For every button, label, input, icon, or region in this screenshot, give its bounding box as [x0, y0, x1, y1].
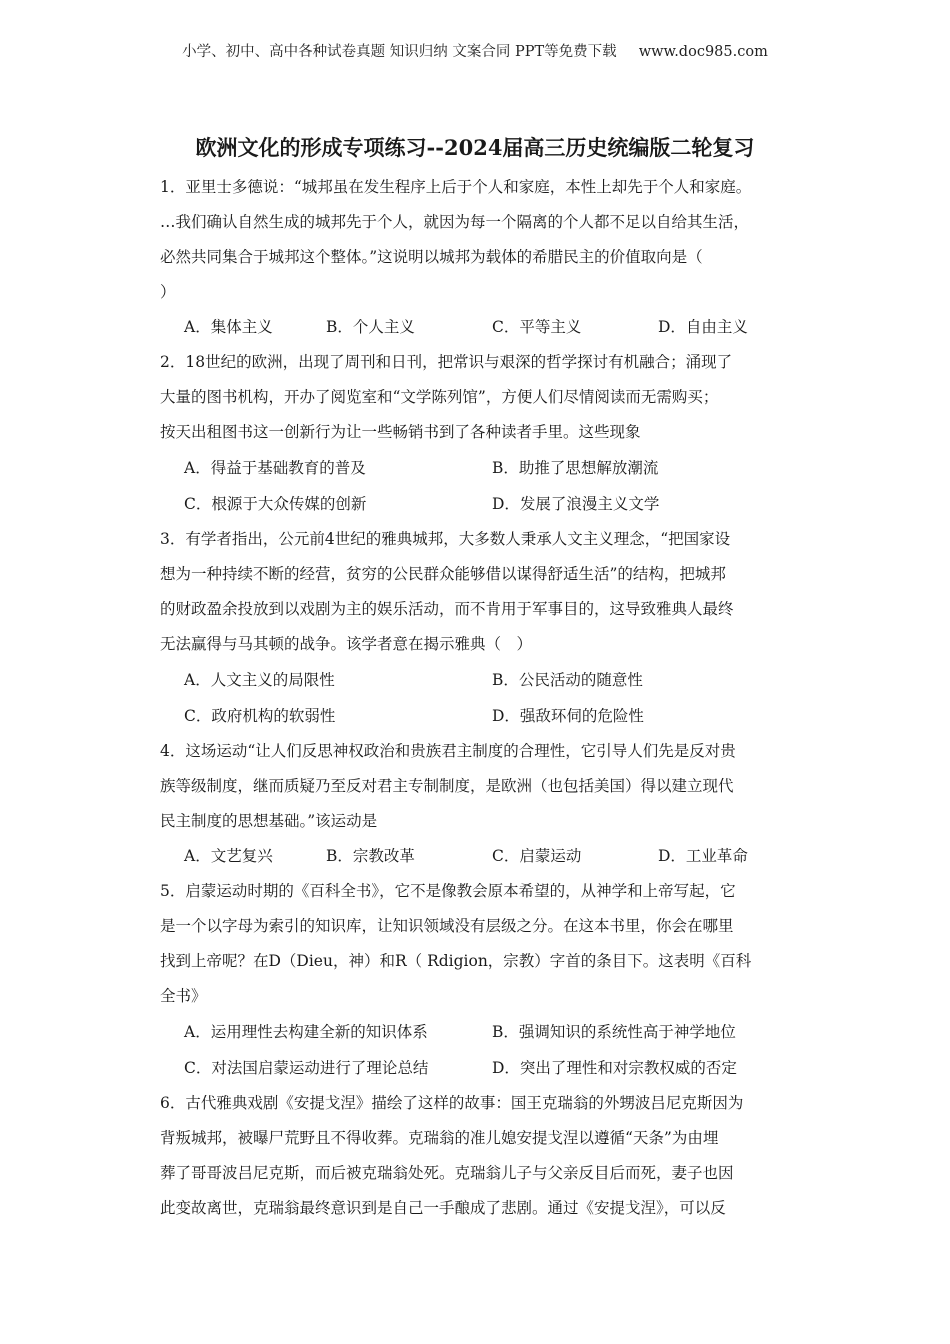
option-row	[160, 310, 790, 345]
question-4	[160, 734, 790, 874]
option-b: B．强调知识的系统性高于神学地位	[492, 1023, 736, 1041]
question-line: 1．亚里士多德说：“城邦虽在发生程序上后于个人和家庭，本性上却先于个人和家庭。	[160, 178, 752, 196]
page-title: 欧洲文化的形成专项练习--2024届高三历史统编版二轮复习	[195, 135, 755, 160]
option-c: C．平等主义	[492, 318, 582, 336]
question-line: 按天出租图书这一创新行为让一些畅销书到了各种读者手里。这些现象	[160, 423, 641, 441]
option-row	[160, 839, 790, 874]
option-b: B．宗教改革	[326, 847, 415, 865]
question-line: 找到上帝呢？在D（Dieu，神）和R（ Rdigion，宗教）字首的条目下。这表明《百科	[160, 952, 752, 970]
option-row	[160, 662, 790, 698]
option-row	[160, 486, 790, 522]
option-a: A．运用理性去构建全新的知识体系	[184, 1023, 428, 1041]
option-d: D．强敌环伺的危险性	[492, 707, 644, 725]
question-line: 葬了哥哥波吕尼克斯，而后被克瑞翁处死。克瑞翁儿子与父亲反目后而死，妻子也因	[160, 1164, 734, 1182]
option-c: C．根源于大众传媒的创新	[184, 495, 367, 513]
option-d: D．突出了理性和对宗教权威的否定	[492, 1059, 737, 1077]
option-b: B．助推了思想解放潮流	[492, 459, 659, 477]
option-c: C．政府机构的软弱性	[184, 707, 336, 725]
option-b: B．公民活动的随意性	[492, 671, 643, 689]
question-line: 想为一种持续不断的经营，贫穷的公民群众能够借以谋得舒适生活”的结构，把城邦	[160, 565, 726, 583]
option-a: A．人文主义的局限性	[184, 671, 335, 689]
option-c: C．对法国启蒙运动进行了理论总结	[184, 1059, 429, 1077]
question-line: 6．古代雅典戏剧《安提戈涅》描绘了这样的故事：国王克瑞翁的外甥波吕尼克斯因为	[160, 1094, 744, 1112]
question-3	[160, 522, 790, 734]
question-line: 全书》	[160, 987, 207, 1005]
question-line: 无法赢得与马其顿的战争。该学者意在揭示雅典（ ）	[160, 635, 533, 653]
option-row	[160, 450, 790, 486]
option-c: C．启蒙运动	[492, 847, 582, 865]
option-a: A．得益于基础教育的普及	[184, 459, 366, 477]
question-line: 2．18世纪的欧洲，出现了周刊和日刊，把常识与艰深的哲学探讨有机融合；涌现了	[160, 353, 733, 371]
option-row	[160, 698, 790, 734]
header-text: 小学、初中、高中各种试卷真题 知识归纳 文案合同 PPT等免费下载	[182, 44, 617, 60]
question-line: 的财政盈余投放到以戏剧为主的娱乐活动，而不肯用于军事目的，这导致雅典人最终	[160, 600, 734, 618]
question-line: 3．有学者指出，公元前4世纪的雅典城邦，大多数人秉承人文主义理念，“把国家设	[160, 530, 731, 548]
option-a: A．文艺复兴	[184, 847, 273, 865]
question-line: …我们确认自然生成的城邦先于个人，就因为每一个隔离的个人都不足以自给其生活，	[160, 213, 750, 231]
question-list	[160, 170, 790, 1226]
question-5	[160, 874, 790, 1086]
option-d: D．自由主义	[658, 318, 748, 336]
question-line: 是一个以字母为索引的知识库，让知识领域没有层级之分。在这本书里，你会在哪里	[160, 917, 734, 935]
option-b: B．个人主义	[326, 318, 415, 336]
option-a: A．集体主义	[184, 318, 273, 336]
question-line: ）	[160, 283, 176, 301]
question-6	[160, 1086, 790, 1226]
question-line: 必然共同集合于城邦这个整体。”这说明以城邦为载体的希腊民主的价值取向是（	[160, 248, 703, 266]
question-line: 背叛城邦，被曝尸荒野且不得收葬。克瑞翁的准儿媳安提戈涅以遵循“天条”为由埋	[160, 1129, 719, 1147]
question-1	[160, 170, 790, 345]
question-2	[160, 345, 790, 522]
option-row	[160, 1050, 790, 1086]
page-header	[0, 40, 950, 61]
header-site: www.doc985.com	[638, 44, 768, 60]
question-line: 族等级制度，继而质疑乃至反对君主专制制度，是欧洲（也包括美国）得以建立现代	[160, 777, 734, 795]
question-line: 此变故离世，克瑞翁最终意识到是自己一手酿成了悲剧。通过《安提戈涅》，可以反	[160, 1199, 726, 1217]
question-line: 5．启蒙运动时期的《百科全书》，它不是像教会原本希望的，从神学和上帝写起，它	[160, 882, 736, 900]
option-d: D．发展了浪漫主义文学	[492, 495, 660, 513]
question-line: 4．这场运动“让人们反思神权政治和贵族君主制度的合理性，它引导人们先是反对贵	[160, 742, 736, 760]
option-row	[160, 1014, 790, 1050]
option-d: D．工业革命	[658, 847, 748, 865]
question-line: 民主制度的思想基础。”该运动是	[160, 812, 378, 830]
question-line: 大量的图书机构，开办了阅览室和“文学陈列馆”，方便人们尽情阅读而无需购买；	[160, 388, 719, 406]
